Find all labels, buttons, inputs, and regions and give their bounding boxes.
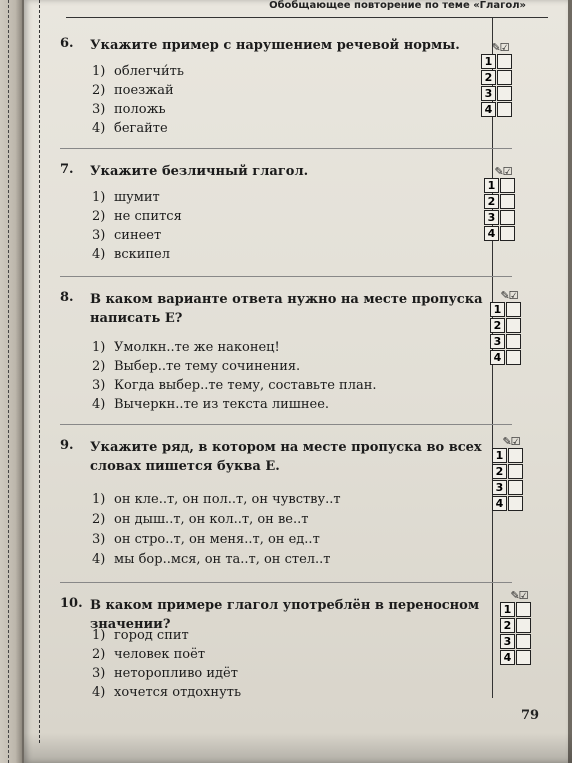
answer-number: 4 [481,102,496,117]
answer-number: 2 [500,618,515,633]
option-1[interactable]: 1) он кле..т, он пол..т, он чувству..т [92,492,341,507]
option-4[interactable]: 4) Вычеркн..те из текста лишнее. [92,397,330,412]
question-divider [60,424,512,425]
question-number: 10. [60,596,83,611]
answer-box[interactable] [508,496,523,511]
question-number: 8. [60,290,74,305]
cut-line [39,0,40,743]
answer-number: 1 [484,178,499,193]
option-3[interactable]: 3) он стро..т, он меня..т, он ед..т [92,532,320,547]
cut-line-left [8,0,9,763]
page-shadow [24,733,572,763]
answer-box[interactable] [508,448,523,463]
answer-box[interactable] [516,650,531,665]
option-2[interactable]: 2) человек поёт [92,647,206,662]
answer-grid-7 [484,166,522,242]
previous-page-edge [0,0,22,763]
question-7 [60,162,500,262]
pencil-checkbox-icon: ✎☑ [494,165,512,178]
answer-box[interactable] [516,602,531,617]
question-10 [60,596,500,706]
question-9 [60,438,500,578]
answer-box[interactable] [506,350,521,365]
pencil-checkbox-icon: ✎☑ [510,589,528,602]
option-4[interactable]: 4) мы бор..мся, он та..т, он стел..т [92,552,331,567]
question-divider [60,276,512,277]
option-3[interactable]: 3) положь [92,102,166,117]
answer-number: 3 [500,634,515,649]
workbook-page [24,0,568,763]
option-4[interactable]: 4) хочется отдохнуть [92,685,242,700]
answer-number: 1 [481,54,496,69]
question-text: В каком примере глагол употреблён в переносном значении? [90,598,480,632]
answer-number: 3 [481,86,496,101]
option-3[interactable]: 3) Когда выбер..те тему, составьте план. [92,378,377,393]
option-1[interactable]: 1) шумит [92,190,160,205]
answer-number: 4 [492,496,507,511]
answer-box[interactable] [506,334,521,349]
answer-number: 3 [484,210,499,225]
option-1[interactable]: 1) город спит [92,628,189,643]
question-number: 6. [60,36,74,51]
pencil-checkbox-icon: ✎☑ [500,289,518,302]
answer-box[interactable] [516,618,531,633]
option-2[interactable]: 2) он дыш..т, он кол..т, он ве..т [92,512,309,527]
answer-box[interactable] [506,318,521,333]
option-4[interactable]: 4) бегайте [92,121,168,136]
answer-grid-6 [481,42,519,118]
pencil-checkbox-icon: ✎☑ [491,41,509,54]
answer-box[interactable] [506,302,521,317]
page-number: 79 [521,708,540,723]
option-1[interactable]: 1) Умолкн..те же наконец! [92,340,280,355]
question-divider [60,148,512,149]
answer-box[interactable] [497,70,512,85]
question-text: Укажите безличный глагол. [90,164,309,179]
answer-box[interactable] [516,634,531,649]
answer-number: 1 [492,448,507,463]
answer-number: 3 [492,480,507,495]
answer-box[interactable] [497,54,512,69]
answer-number: 2 [490,318,505,333]
question-text: Укажите ряд, в котором на месте пропуска во всех словах пишется буква Е. [90,440,482,474]
answer-box[interactable] [497,102,512,117]
question-number: 9. [60,438,74,453]
option-1[interactable]: 1) облегчи́ть [92,64,184,79]
answer-box[interactable] [508,480,523,495]
answer-number: 2 [484,194,499,209]
answer-number: 1 [490,302,505,317]
option-4[interactable]: 4) вскипел [92,247,171,262]
running-header: Обобщающее повторение по теме «Глагол» [269,0,526,11]
pencil-checkbox-icon: ✎☑ [502,435,520,448]
answer-grid-8 [490,290,528,366]
answer-grid-9 [492,436,530,512]
header-rule [66,17,548,18]
option-2[interactable]: 2) Выбер..те тему сочинения. [92,359,301,374]
question-text: В каком варианте ответа нужно на месте пропуска написать Е? [90,292,483,326]
question-divider [60,582,512,583]
answer-number: 1 [500,602,515,617]
option-2[interactable]: 2) не спится [92,209,182,224]
answer-number: 4 [490,350,505,365]
answer-box[interactable] [500,178,515,193]
question-text: Укажите пример с нарушением речевой нормы. [90,38,460,53]
answer-grid-10 [500,590,538,666]
answer-box[interactable] [497,86,512,101]
option-2[interactable]: 2) поезжай [92,83,174,98]
answer-box[interactable] [500,226,515,241]
answer-number: 4 [484,226,499,241]
question-8 [60,290,500,420]
answer-number: 2 [492,464,507,479]
answer-number: 4 [500,650,515,665]
answer-box[interactable] [500,194,515,209]
answer-box[interactable] [508,464,523,479]
question-6 [60,36,500,136]
option-3[interactable]: 3) синеет [92,228,162,243]
question-number: 7. [60,162,74,177]
option-3[interactable]: 3) неторопливо идёт [92,666,238,681]
answer-box[interactable] [500,210,515,225]
answer-number: 3 [490,334,505,349]
answer-number: 2 [481,70,496,85]
